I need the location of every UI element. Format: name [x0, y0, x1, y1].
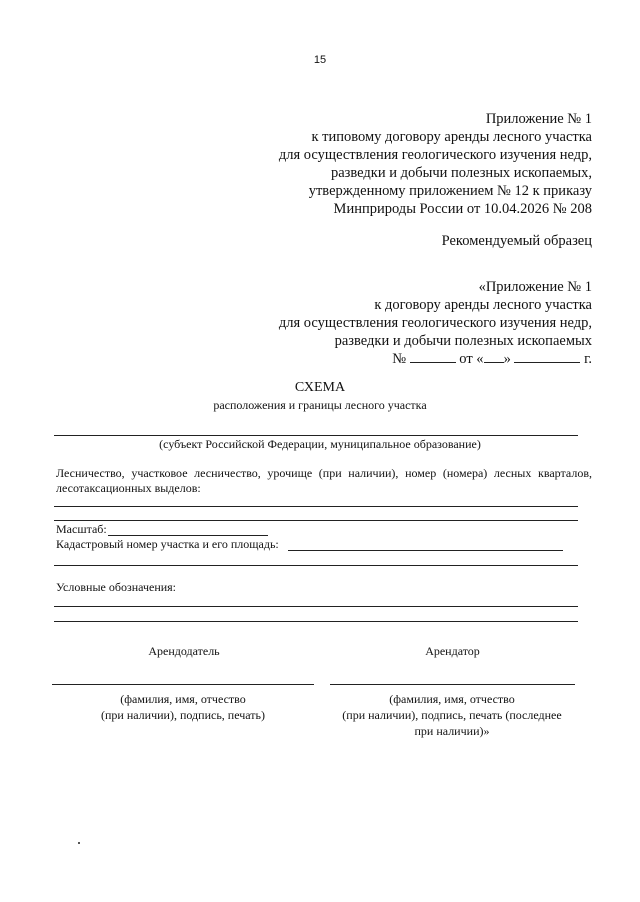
- lessee-caption-line: (фамилия, имя, отчество: [389, 692, 515, 706]
- subject-caption: (субъект Российской Федерации, муниципальное образование): [159, 437, 481, 451]
- sample-label: Рекомендуемый образец: [441, 233, 592, 249]
- lessor-caption-line: (при наличии), подпись, печать): [100, 708, 265, 722]
- number-blank[interactable]: [410, 350, 456, 363]
- contract-appendix-line: разведки и добычи полезных ископаемых: [334, 333, 592, 349]
- scale-line[interactable]: [108, 535, 268, 536]
- lessee-caption-line: при наличии)»: [414, 724, 490, 738]
- contract-appendix-line: к договору аренды лесного участка: [374, 297, 592, 313]
- legend-line[interactable]: [54, 621, 578, 622]
- appendix-header-line: Минприроды России от 10.04.2026 № 208: [333, 201, 592, 217]
- scale-label: Масштаб:: [56, 522, 107, 536]
- lessor-title: Арендодатель: [148, 644, 220, 658]
- schema-title: СХЕМА: [294, 380, 346, 395]
- lessee-caption-line: (при наличии), подпись, печать (последнее: [342, 708, 562, 722]
- day-blank[interactable]: [484, 350, 504, 363]
- date-from: от «: [459, 351, 484, 367]
- lessee-signature-line[interactable]: [330, 684, 575, 685]
- contract-appendix: [279, 278, 592, 368]
- year-suffix: г.: [584, 351, 592, 367]
- appendix-header-line: для осуществления геологического изучения недр,: [278, 147, 592, 163]
- forestry-line[interactable]: [54, 520, 578, 521]
- forestry-line[interactable]: [54, 506, 578, 507]
- appendix-header: [279, 110, 592, 218]
- appendix-header-line: разведки и добычи полезных ископаемых,: [331, 165, 592, 181]
- lessor-caption-line: (фамилия, имя, отчество: [120, 692, 246, 706]
- appendix-header-line: утвержденному приложением № 12 к приказу: [308, 183, 592, 199]
- appendix-header-line: Приложение № 1: [485, 111, 592, 127]
- number-prefix: №: [392, 351, 407, 367]
- cadastral-line-2[interactable]: [54, 565, 578, 566]
- legend-line[interactable]: [54, 606, 578, 607]
- cadastral-line[interactable]: [288, 550, 563, 551]
- contract-appendix-line: «Приложение № 1: [478, 279, 592, 295]
- lessee-caption: [322, 691, 582, 739]
- lessor-signature-line[interactable]: [52, 684, 314, 685]
- date-quote-close: »: [503, 351, 511, 367]
- appendix-header-line: к типовому договору аренды лесного участка: [311, 129, 592, 145]
- page-number: 15: [313, 54, 327, 66]
- forestry-label-line-2: лесотаксационных выделов:: [56, 481, 201, 495]
- lessor-caption: [52, 691, 314, 723]
- contract-number-line: [279, 350, 592, 368]
- scan-speck: [78, 842, 80, 844]
- month-blank[interactable]: [514, 350, 580, 363]
- lessee-title: Арендатор: [425, 644, 480, 658]
- schema-subtitle: расположения и границы лесного участка: [213, 398, 427, 412]
- subject-line[interactable]: [54, 435, 578, 436]
- forestry-label-line-1: Лесничество, участковое лесничество, урочище (при наличии), номер (номера) лесных кварталов,: [56, 466, 592, 480]
- legend-label: Условные обозначения:: [56, 580, 177, 594]
- contract-appendix-line: для осуществления геологического изучения недр,: [278, 315, 592, 331]
- cadastral-label: Кадастровый номер участка и его площадь:: [56, 537, 279, 551]
